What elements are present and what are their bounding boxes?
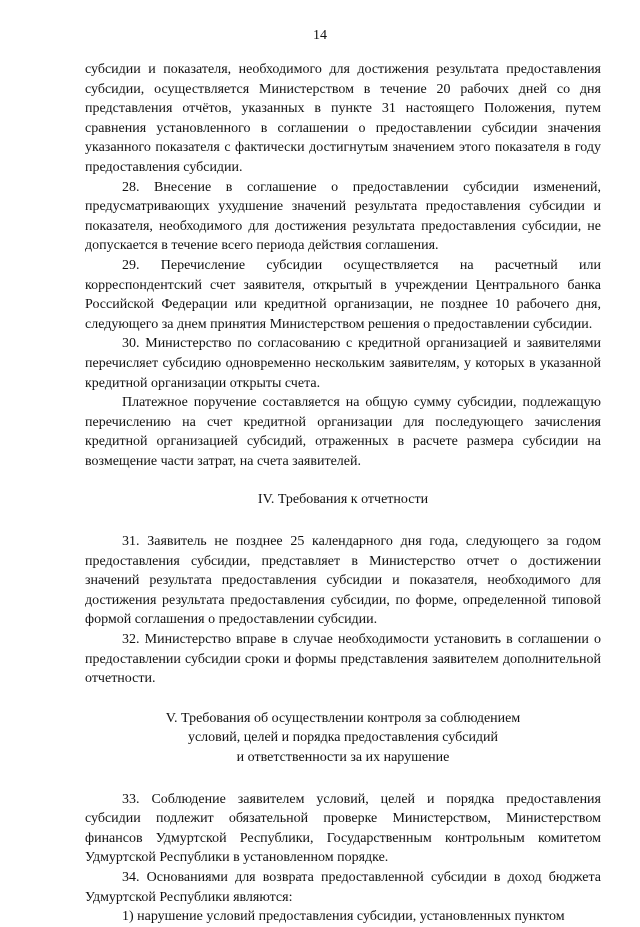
- paragraph-33: 33. Соблюдение заявителем условий, целей и порядка предоставления субсидии подлежит обязательной проверке Министерством, Министерством финансов Удмуртской Республики, Государственным контрольным комитетом Удмуртской Республики в установленном порядке.: [85, 791, 601, 866]
- paragraph-payment-order: Платежное поручение составляется на общую сумму субсидии, подлежащую перечислению на счет кредитной организации для последующего зачисления кредитной организацией субсидий, отраженных в расчете размера субсидии на возмещение части затрат, на счета заявителей.: [85, 395, 601, 469]
- paragraph-30: 30. Министерство по согласованию с кредитной организацией и заявителями перечисляет субсидию одновременно нескольким заявителям, у которых в указанной кредитной организации открыты счета.: [85, 336, 601, 391]
- paragraph-34-item-1: 1) нарушение условий предоставления субсидии, установленных пунктом: [122, 909, 565, 925]
- paragraph-34: 34. Основаниями для возврата предоставленной субсидии в доход бюджета Удмуртской Республики являются:: [85, 869, 601, 905]
- paragraph-32: 32. Министерство вправе в случае необходимости установить в соглашении о предоставлении субсидии сроки и формы представления заявителем дополнительной отчетности.: [85, 632, 601, 687]
- paragraph-27-continuation: субсидии и показателя, необходимого для достижения результата предоставления субсидии, осуществляется Министерством в течение 20 рабочих дней со дня представления отчётов, указанных в пункте 31 настоящего Положения, путем сравнения установленного в соглашении о предоставлении субсидии значения указанного показателя с фактически достигнутым значением этого показателя в году предоставления субсидии.: [85, 62, 601, 175]
- paragraph-31: 31. Заявитель не позднее 25 календарного дня года, следующего за годом предоставления субсидии, представляет в Министерство отчет о достижении значений результата предоставления субсидии и показателя, необходимого для достижения результата предоставления субсидии, по форме, определенной типовой формой соглашения о предоставлении субсидии.: [85, 534, 601, 628]
- document-body: [85, 60, 601, 927]
- paragraph-29: 29. Перечисление субсидии осуществляется на расчетный или корреспондентский счет заявителя, открытый в учреждении Центрального банка Российской Федерации или кредитной организации, не позднее 10 рабочего дня, следующего за днем принятия Министерством решения о предоставлении субсидии.: [85, 257, 601, 332]
- page-number: 14: [313, 28, 327, 43]
- section-v-heading-line-1: V. Требования об осуществлении контроля за соблюдением: [165, 710, 521, 726]
- section-v-heading-line-3: и ответственности за их нарушение: [236, 750, 450, 765]
- section-v-heading-line-2: условий, целей и порядка предоставления субсидий: [187, 730, 499, 746]
- section-iv-heading: IV. Требования к отчетности: [257, 492, 429, 508]
- section-v-heading: [85, 709, 601, 768]
- paragraph-28: 28. Внесение в соглашение о предоставлении субсидии изменений, предусматривающих ухудшение значений результата предоставления субсидии и показателя, необходимого для достижения результата предоставления субсидии, не допускается в течение всего периода действия соглашения.: [85, 179, 601, 254]
